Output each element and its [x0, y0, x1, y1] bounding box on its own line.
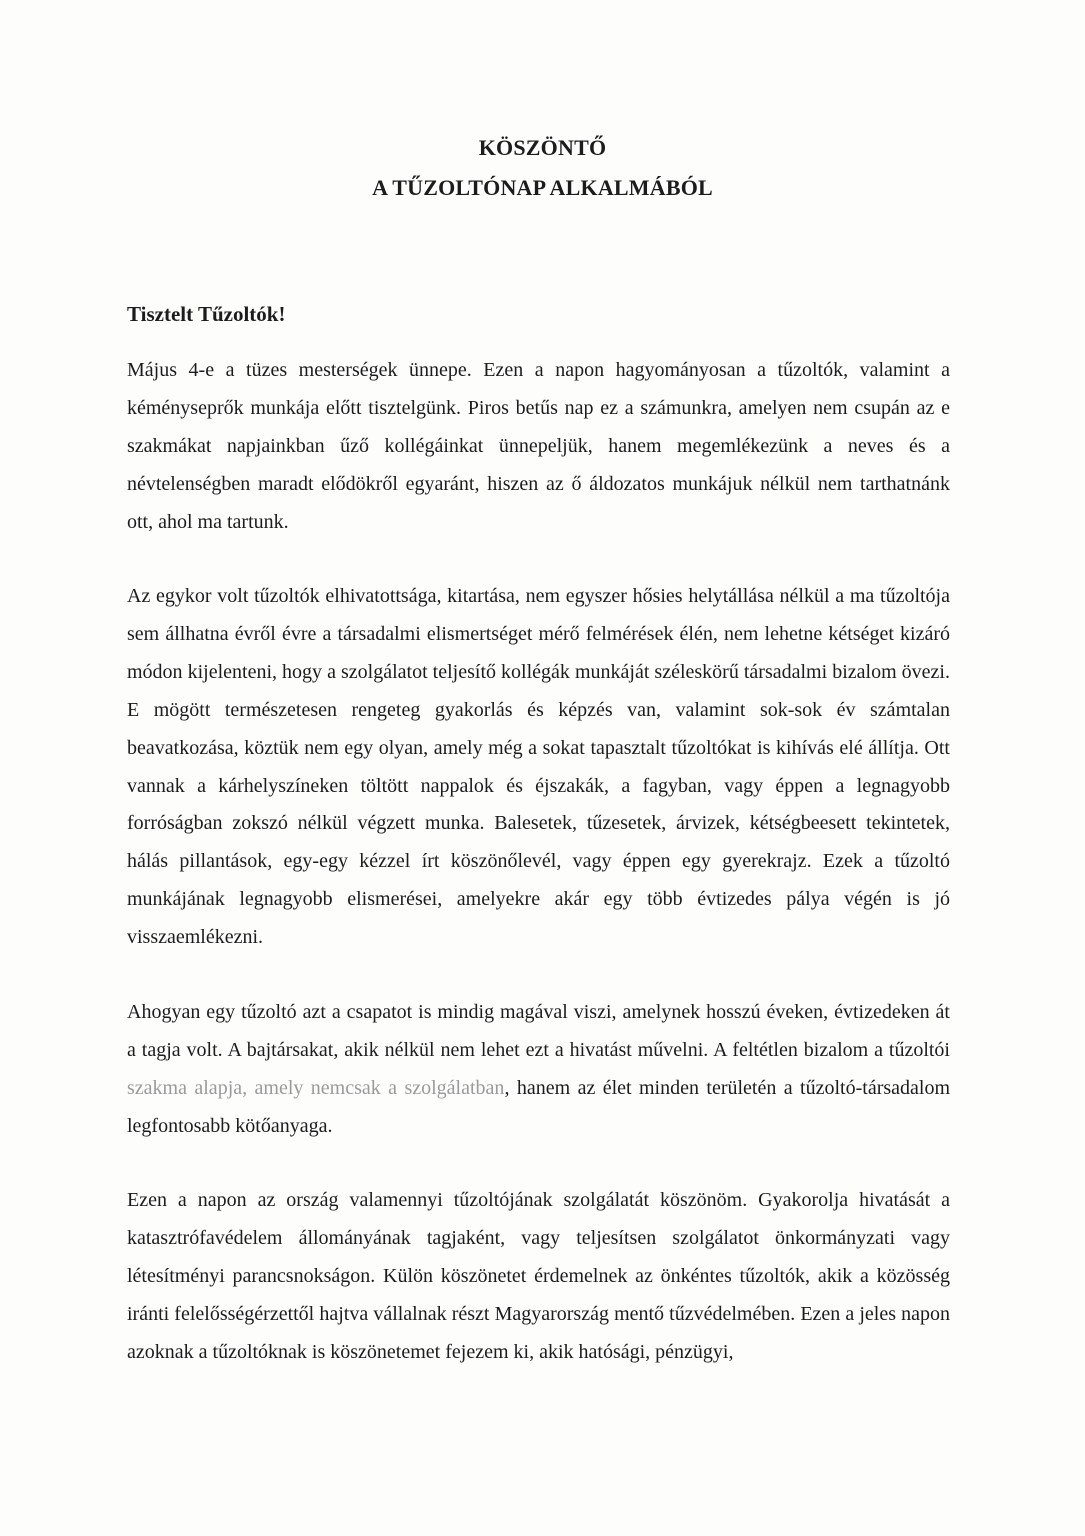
- title-line-2: A TŰZOLTÓNAP ALKALMÁBÓL: [372, 175, 713, 200]
- paragraph-4: Ezen a napon az ország valamennyi tűzoltójának szolgálatát köszönöm. Gyakorolja hivatását a katasztrófavédelem állományának tagjaként, vagy teljesítsen szolgálatot önkormányzati vagy létesítményi parancsnokságon. Külön köszönetet érdemelnek az önkéntes tűzoltók, akik a közösség iránti felelősségérzettől hajtva vállalnak részt Magyarország mentő tűzvédelmében. Ezen a jeles napon azoknak a tűzoltóknak is köszönetemet fejezem ki, akik hatósági, pénzügyi,: [127, 1189, 950, 1363]
- title-line-1: KÖSZÖNTŐ: [478, 135, 607, 160]
- paragraph-2: Az egykor volt tűzoltók elhivatottsága, kitartása, nem egyszer hősies helytállása nélkül a ma tűzoltója sem állhatna évről évre a társadalmi elismertséget mérő felmérések élén, nem lehetne kétséget kizáró módon kijelenteni, hogy a szolgálatot teljesítő kollégák munkáját széleskörű társadalmi bizalom övezi. E mögött természetesen rengeteg gyakorlás és képzés van, valamint sok-sok év számtalan beavatkozása, köztük nem egy olyan, amely még a sokat tapasztalt tűzoltókat is kihívás elé állítja. Ott vannak a kárhelyszíneken töltött nappalok és éjszakák, a fagyban, vagy éppen a legnagyobb forróságban zokszó nélkül végzett munka. Balesetek, tűzesetek, árvizek, kétségbeesett tekintetek, hálás pillantások, egy-egy kézzel írt köszönőlevél, vagy éppen egy gyerekrajz. Ezek a tűzoltó munkájának legnagyobb elismerései, amelyekre akár egy több évtizedes pálya végén is jó visszaemlékezni.: [127, 585, 950, 949]
- paragraph-3-text-before: Ahogyan egy tűzoltó azt a csapatot is mindig magával viszi, amelynek hosszú éveken, évtizedeken át a tagja volt. A bajtársakat, akik nélkül nem lehet ezt a hivatást művelni. A feltétlen bizalom a tűzoltói: [127, 1001, 950, 1061]
- document-title: [0, 128, 1085, 208]
- paragraph-1: Május 4-e a tüzes mesterségek ünnepe. Ezen a napon hagyományosan a tűzoltók, valamint a kéményseprők munkája előtt tisztelgünk. Piros betűs nap ez a számunkra, amelyen nem csupán az e szakmákat napjainkban űző kollégáinkat ünnepeljük, hanem megemlékezünk a neves és a névtelenségben maradt elődökről egyaránt, hiszen az ő áldozatos munkájuk nélkül nem tarthatnánk ott, ahol ma tartunk.: [127, 359, 950, 533]
- salutation: Tisztelt Tűzoltók!: [127, 302, 286, 326]
- paragraph-3-faded-text: szakma alapja, amely nemcsak a szolgálatban: [127, 1076, 505, 1099]
- paragraph-3: [127, 994, 950, 1146]
- paragraph-3-text-after: , hanem az élet minden területén a tűzoltó-társadalom legfontosabb kötőanyaga.: [127, 1076, 951, 1137]
